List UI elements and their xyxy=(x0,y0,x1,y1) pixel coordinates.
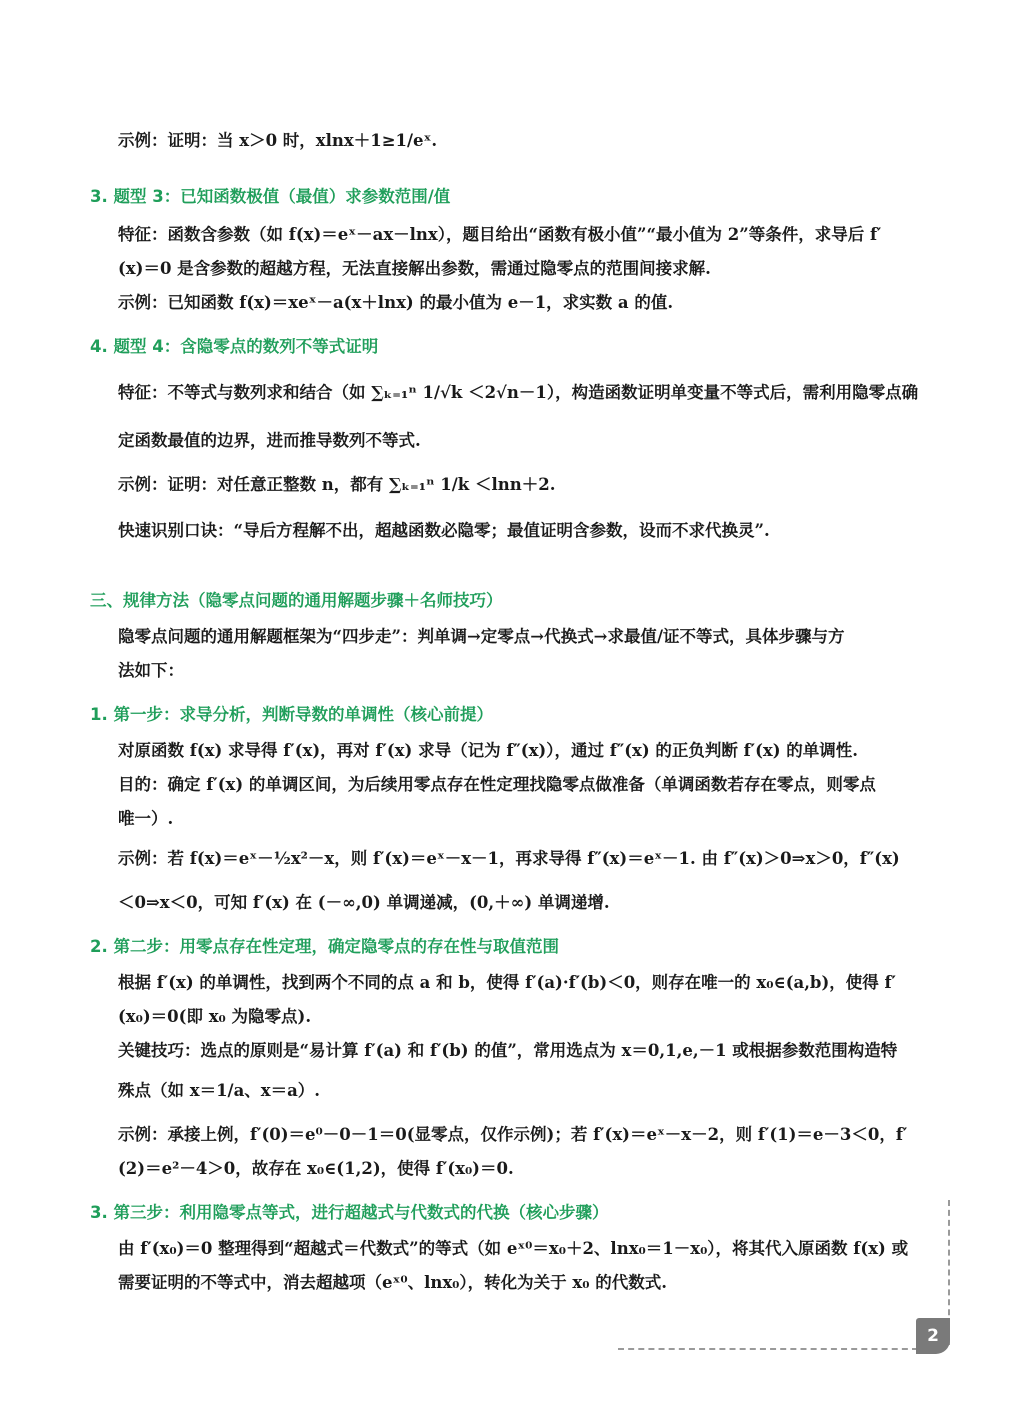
text-line: 示例：已知函数 f(x)＝xeˣ－a(x＋lnx) 的最小值为 e－1，求实数 a 的值. xyxy=(118,293,674,312)
text-line: 示例：证明：对任意正整数 n，都有 ∑ₖ₌₁ⁿ 1/k ＜lnn＋2. xyxy=(118,475,556,494)
text-line: 定函数最值的边界，进而推导数列不等式. xyxy=(118,431,421,450)
text-line: 殊点（如 x＝1/a、x＝a）. xyxy=(118,1081,321,1100)
section-heading: 三、规律方法（隐零点问题的通用解题步骤＋名师技巧） xyxy=(90,591,503,610)
text-line: 示例：证明：当 x＞0 时，xlnx＋1≥1/eˣ. xyxy=(118,131,438,150)
page-corner-dashed-border-horizontal xyxy=(618,1348,918,1350)
section-heading: 4. 题型 4：含隐零点的数列不等式证明 xyxy=(90,337,379,356)
text-line: 示例：若 f(x)＝eˣ－½x²－x，则 f′(x)＝eˣ－x－1，再求导得 f″(x)＝eˣ－1. 由 f″(x)＞0⇒x＞0，f″(x) xyxy=(118,849,900,868)
text-line: 特征：不等式与数列求和结合（如 ∑ₖ₌₁ⁿ 1/√k ＜2√n－1），构造函数证明单变量不等式后，需利用隐零点确 xyxy=(118,383,919,402)
text-line: 对原函数 f(x) 求导得 f′(x)，再对 f′(x) 求导（记为 f″(x)），通过 f″(x) 的正负判断 f′(x) 的单调性. xyxy=(118,741,859,760)
text-line: 法如下： xyxy=(118,661,184,680)
section-heading: 3. 第三步：利用隐零点等式，进行超越式与代数式的代换（核心步骤） xyxy=(90,1203,609,1222)
section-heading: 3. 题型 3：已知函数极值（最值）求参数范围/值 xyxy=(90,187,451,206)
text-line: (x)＝0 是含参数的超越方程，无法直接解出参数，需通过隐零点的范围间接求解. xyxy=(118,259,711,278)
section-heading: 2. 第二步：用零点存在性定理，确定隐零点的存在性与取值范围 xyxy=(90,937,559,956)
text-line: 目的：确定 f′(x) 的单调区间，为后续用零点存在性定理找隐零点做准备（单调函数若存在零点，则零点 xyxy=(118,775,876,794)
text-line: (x₀)＝0(即 x₀ 为隐零点). xyxy=(118,1007,312,1026)
text-line: (2)＝e²－4＞0，故存在 x₀∈(1,2)，使得 f′(x₀)＝0. xyxy=(118,1159,514,1178)
text-line: 需要证明的不等式中，消去超越项（eˣ⁰、lnx₀），转化为关于 x₀ 的代数式. xyxy=(118,1273,667,1292)
text-line: 示例：承接上例，f′(0)＝e⁰－0－1＝0(显零点，仅作示例)；若 f′(x)＝eˣ－x－2，则 f′(1)＝e－3＜0，f′ xyxy=(118,1125,908,1144)
text-line: 由 f′(x₀)＝0 整理得到“超越式＝代数式”的等式（如 eˣ⁰＝x₀＋2、lnx₀＝1－x₀），将其代入原函数 f(x) 或 xyxy=(118,1239,909,1258)
text-line: 关键技巧：选点的原则是“易计算 f′(a) 和 f′(b) 的值”，常用选点为 x＝0,1,e,－1 或根据参数范围构造特 xyxy=(118,1041,898,1060)
text-line: 唯一）. xyxy=(118,809,174,828)
text-line: 隐零点问题的通用解题框架为“四步走”：判单调→定零点→代换式→求最值/证不等式，具体步骤与方 xyxy=(118,627,845,646)
page-number-badge: 2 xyxy=(916,1318,950,1354)
text-line: 根据 f′(x) 的单调性，找到两个不同的点 a 和 b，使得 f′(a)·f′(b)＜0，则存在唯一的 x₀∈(a,b)，使得 f′ xyxy=(118,973,896,992)
text-line: ＜0⇒x＜0，可知 f′(x) 在 (－∞,0) 单调递减，(0,＋∞) 单调递增. xyxy=(118,893,610,912)
text-line: 快速识别口诀：“导后方程解不出，超越函数必隐零；最值证明含参数，设而不求代换灵”. xyxy=(118,521,770,540)
section-heading: 1. 第一步：求导分析，判断导数的单调性（核心前提） xyxy=(90,705,493,724)
text-line: 特征：函数含参数（如 f(x)＝eˣ－ax－lnx），题目给出“函数有极小值”“最小值为 2”等条件，求导后 f′ xyxy=(118,225,882,244)
